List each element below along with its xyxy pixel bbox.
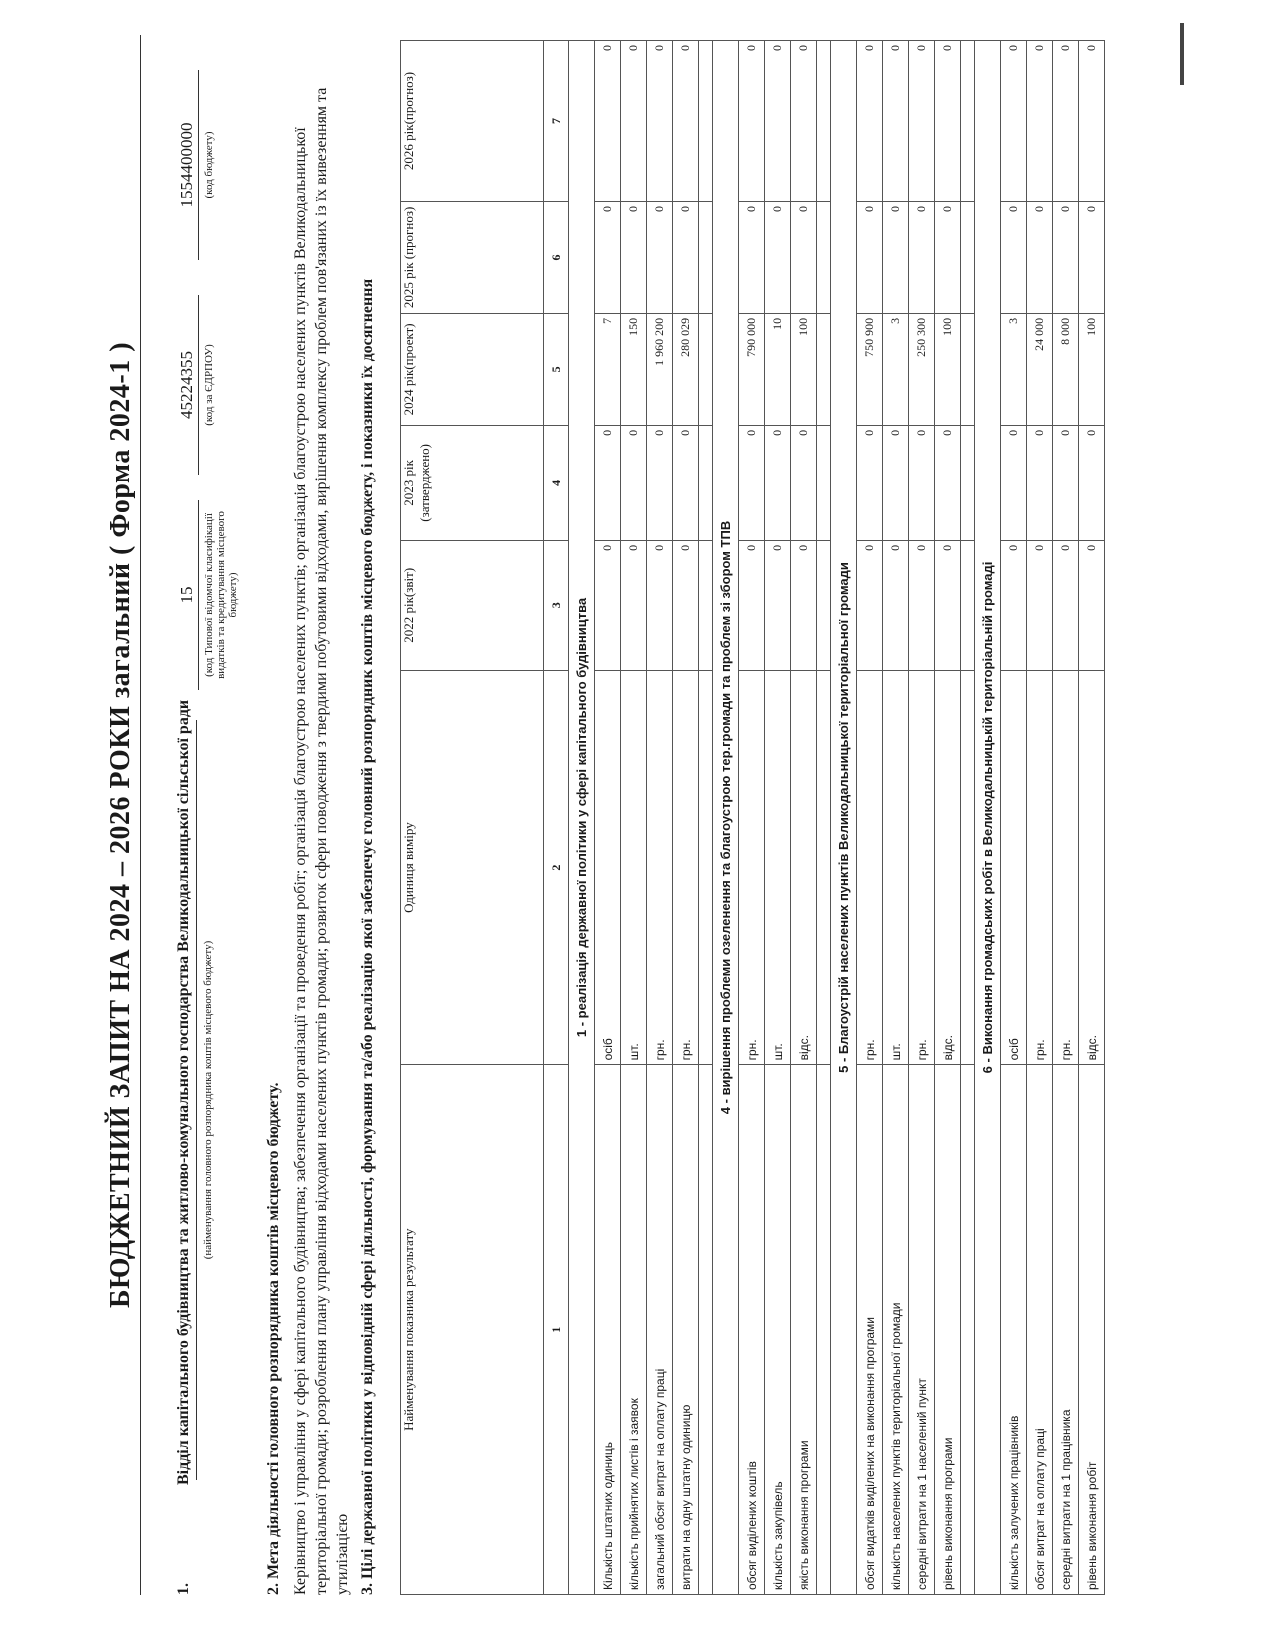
indicator-name: рівень виконання робіт — [1079, 1065, 1105, 1595]
index-cell: 2 — [544, 670, 569, 1065]
table-row — [1027, 41, 1053, 1595]
section-3-heading: 3. Цілі державної політики у відповідній сфері діяльності, формування та/або реалізацію якої забезпечує головний розпорядник коштів місцевого бюджету, і показники їх досягнення — [359, 278, 376, 1595]
section-2-text: Керівництво і управління у сфері капітального будівництва; забезпечення організації та проведення робіт; організація благоустрою населених пунктів; організація благоустрою населених пунктів Великодальницької територіальної громади; розроблення плану управління відходами населених пунктів громади; розвиток сфери поводження з твердими побутовими відходами, вирішення комплексу проблем пов'язаних із їх вивезенням та утилізацією — [292, 87, 351, 1595]
spacer-row — [817, 41, 831, 1595]
unit-cell: грн. — [739, 670, 765, 1065]
value-cell: 0 — [791, 41, 817, 202]
value-cell: 0 — [857, 201, 883, 313]
value-cell: 0 — [1001, 425, 1027, 540]
unit-cell: шт. — [765, 670, 791, 1065]
value-cell: 0 — [647, 41, 673, 202]
tpkvk-caption: (код Типової відомчої класифікації видатків та кредитування місцевого бюджету) — [203, 511, 239, 679]
index-cell: 5 — [544, 313, 569, 425]
header-2025: 2025 рік (прогноз) — [401, 201, 544, 313]
budget-caption: (код бюджету) — [203, 131, 215, 199]
value-cell: 8 000 — [1053, 313, 1079, 425]
index-cell: 3 — [544, 540, 569, 670]
org-name: Відділ капітального будівництва та житлово-комунального господарства Великодальницької сільської ради — [175, 699, 192, 1485]
value-cell: 0 — [765, 540, 791, 670]
unit-cell: осіб — [595, 670, 621, 1065]
value-cell: 0 — [909, 425, 935, 540]
group-row — [569, 41, 595, 1595]
org-caption: (найменування головного розпорядника коштів місцевого бюджету) — [202, 940, 214, 1260]
value-cell: 0 — [909, 41, 935, 202]
unit-cell: грн. — [647, 670, 673, 1065]
value-cell: 0 — [857, 425, 883, 540]
value-cell: 750 900 — [857, 313, 883, 425]
group-title: 4 - вирішення проблеми озеленення та благоустрою тер.громади та проблем зі збором ТПВ — [713, 41, 739, 1595]
table-row — [595, 41, 621, 1595]
header-unit: Одиниця виміру — [401, 670, 544, 1065]
spacer-row — [961, 41, 975, 1595]
indicator-name: кількість населених пунктів територіальної громади — [883, 1065, 909, 1595]
value-cell: 0 — [857, 540, 883, 670]
value-cell: 0 — [935, 201, 961, 313]
table-row — [883, 41, 909, 1595]
indicator-name: загальний обсяг витрат на оплату праці — [647, 1065, 673, 1595]
value-cell: 150 — [621, 313, 647, 425]
value-cell: 10 — [765, 313, 791, 425]
indicator-name: обсяг виділених коштів — [739, 1065, 765, 1595]
value-cell: 0 — [935, 41, 961, 202]
table-row — [1079, 41, 1105, 1595]
unit-cell: грн. — [1027, 670, 1053, 1065]
group-title: 1 - реалізація державної політики у сфері капітального будівництва — [569, 41, 595, 1595]
value-cell: 0 — [791, 201, 817, 313]
value-cell: 790 000 — [739, 313, 765, 425]
group-row — [975, 41, 1001, 1595]
index-cell: 7 — [544, 41, 569, 202]
table-row — [765, 41, 791, 1595]
value-cell: 0 — [673, 41, 699, 202]
unit-cell: шт. — [883, 670, 909, 1065]
section-1-number: 1. — [175, 1583, 192, 1595]
value-cell: 0 — [1053, 41, 1079, 202]
indicator-name: обсяг витрат на оплату праці — [1027, 1065, 1053, 1595]
indicator-name: середні витрати на 1 працівника — [1053, 1065, 1079, 1595]
value-cell: 100 — [1079, 313, 1105, 425]
value-cell: 3 — [1001, 313, 1027, 425]
value-cell: 0 — [883, 540, 909, 670]
document-title: БЮДЖЕТНИЙ ЗАПИТ НА 2024 – 2026 РОКИ загальний ( Форма 2024-1 ) — [105, 341, 136, 1309]
table-row — [909, 41, 935, 1595]
value-cell: 0 — [1027, 425, 1053, 540]
budget-code: 1554400000 — [177, 122, 196, 208]
group-title: 6 - Виконання громадських робіт в Великодальницькій територіальній громаді — [975, 41, 1001, 1595]
value-cell: 0 — [739, 201, 765, 313]
table-row — [935, 41, 961, 1595]
value-cell: 0 — [739, 540, 765, 670]
unit-cell: грн. — [857, 670, 883, 1065]
table-row — [857, 41, 883, 1595]
value-cell: 0 — [595, 201, 621, 313]
value-cell: 0 — [1079, 540, 1105, 670]
value-cell: 1 960 200 — [647, 313, 673, 425]
value-cell: 0 — [909, 540, 935, 670]
indicator-name: обсяг видатків виділених на виконання програми — [857, 1065, 883, 1595]
table-row — [647, 41, 673, 1595]
value-cell: 0 — [1027, 201, 1053, 313]
value-cell: 0 — [1053, 540, 1079, 670]
value-cell: 0 — [909, 201, 935, 313]
indicator-name: рівень виконання програми — [935, 1065, 961, 1595]
indicator-name: кількість прийнятих листів і заявок — [621, 1065, 647, 1595]
value-cell: 0 — [791, 540, 817, 670]
unit-cell: відс. — [1079, 670, 1105, 1065]
table-header-row — [401, 41, 544, 1595]
unit-cell: шт. — [621, 670, 647, 1065]
value-cell: 0 — [935, 540, 961, 670]
value-cell: 0 — [647, 540, 673, 670]
value-cell: 0 — [595, 425, 621, 540]
value-cell: 100 — [791, 313, 817, 425]
edrpou-caption: (код за ЄДРПОУ) — [203, 344, 215, 426]
value-cell: 100 — [935, 313, 961, 425]
value-cell: 0 — [1079, 41, 1105, 202]
value-cell: 0 — [1027, 41, 1053, 202]
scan-mark — [1180, 23, 1184, 85]
group-row — [831, 41, 857, 1595]
indicator-name: Кількість штатних одиниць — [595, 1065, 621, 1595]
table-row — [739, 41, 765, 1595]
top-divider — [140, 35, 141, 1595]
section-2-heading: 2. Мета діяльності головного розпорядника коштів місцевого бюджету. — [265, 1082, 282, 1595]
index-cell: 4 — [544, 425, 569, 540]
indicator-name: витрати на одну штатну одиницю — [673, 1065, 699, 1595]
value-cell: 0 — [739, 41, 765, 202]
header-2024: 2024 рік(проект) — [401, 313, 544, 425]
unit-cell: відс. — [791, 670, 817, 1065]
value-cell: 0 — [739, 425, 765, 540]
header-2023: 2023 рік (затверджено) — [401, 425, 544, 540]
index-cell: 6 — [544, 201, 569, 313]
section-1 — [175, 700, 193, 1595]
value-cell: 0 — [595, 540, 621, 670]
table-row — [1053, 41, 1079, 1595]
header-2022: 2022 рік(звіт) — [401, 540, 544, 670]
unit-cell: відс. — [935, 670, 961, 1065]
value-cell: 0 — [883, 425, 909, 540]
value-cell: 0 — [765, 425, 791, 540]
spacer-row — [699, 41, 713, 1595]
value-cell: 0 — [621, 201, 647, 313]
value-cell: 0 — [883, 201, 909, 313]
table-row — [673, 41, 699, 1595]
index-cell: 1 — [544, 1065, 569, 1595]
unit-cell: грн. — [673, 670, 699, 1065]
value-cell: 0 — [765, 41, 791, 202]
tpkvk-code: 15 — [177, 586, 196, 604]
unit-cell: грн. — [1053, 670, 1079, 1065]
value-cell: 0 — [1053, 201, 1079, 313]
value-cell: 250 300 — [909, 313, 935, 425]
value-cell: 0 — [1001, 201, 1027, 313]
value-cell: 0 — [1053, 425, 1079, 540]
indicator-name: якість виконання програми — [791, 1065, 817, 1595]
indicator-name: кількість закупівель — [765, 1065, 791, 1595]
unit-cell: грн. — [909, 670, 935, 1065]
value-cell: 0 — [857, 41, 883, 202]
header-indicator: Найменування показника результату — [401, 1065, 544, 1595]
value-cell: 0 — [673, 425, 699, 540]
value-cell: 0 — [1027, 540, 1053, 670]
value-cell: 280 029 — [673, 313, 699, 425]
value-cell: 24 000 — [1027, 313, 1053, 425]
table-row — [1001, 41, 1027, 1595]
value-cell: 0 — [621, 540, 647, 670]
header-2026: 2026 рік(прогноз) — [401, 41, 544, 202]
value-cell: 0 — [1001, 41, 1027, 202]
value-cell: 0 — [935, 425, 961, 540]
value-cell: 7 — [595, 313, 621, 425]
value-cell: 0 — [673, 201, 699, 313]
value-cell: 0 — [765, 201, 791, 313]
indicator-name: середні витрати на 1 населений пункт — [909, 1065, 935, 1595]
value-cell: 0 — [883, 41, 909, 202]
table-row — [621, 41, 647, 1595]
group-title: 5 - Благоустрій населених пунктів Великодальницької територіальної громади — [831, 41, 857, 1595]
value-cell: 0 — [647, 425, 673, 540]
value-cell: 0 — [621, 41, 647, 202]
edrpou-code: 45224355 — [177, 351, 196, 419]
value-cell: 0 — [1079, 201, 1105, 313]
value-cell: 0 — [791, 425, 817, 540]
unit-cell: осіб — [1001, 670, 1027, 1065]
value-cell: 0 — [647, 201, 673, 313]
value-cell: 3 — [883, 313, 909, 425]
group-row — [713, 41, 739, 1595]
column-index-row — [544, 41, 569, 1595]
value-cell: 0 — [1001, 540, 1027, 670]
indicator-name: кількість залучених працівників — [1001, 1065, 1027, 1595]
value-cell: 0 — [673, 540, 699, 670]
table-row — [791, 41, 817, 1595]
indicators-table — [400, 40, 1105, 1595]
value-cell: 0 — [1079, 425, 1105, 540]
value-cell: 0 — [595, 41, 621, 202]
value-cell: 0 — [621, 425, 647, 540]
